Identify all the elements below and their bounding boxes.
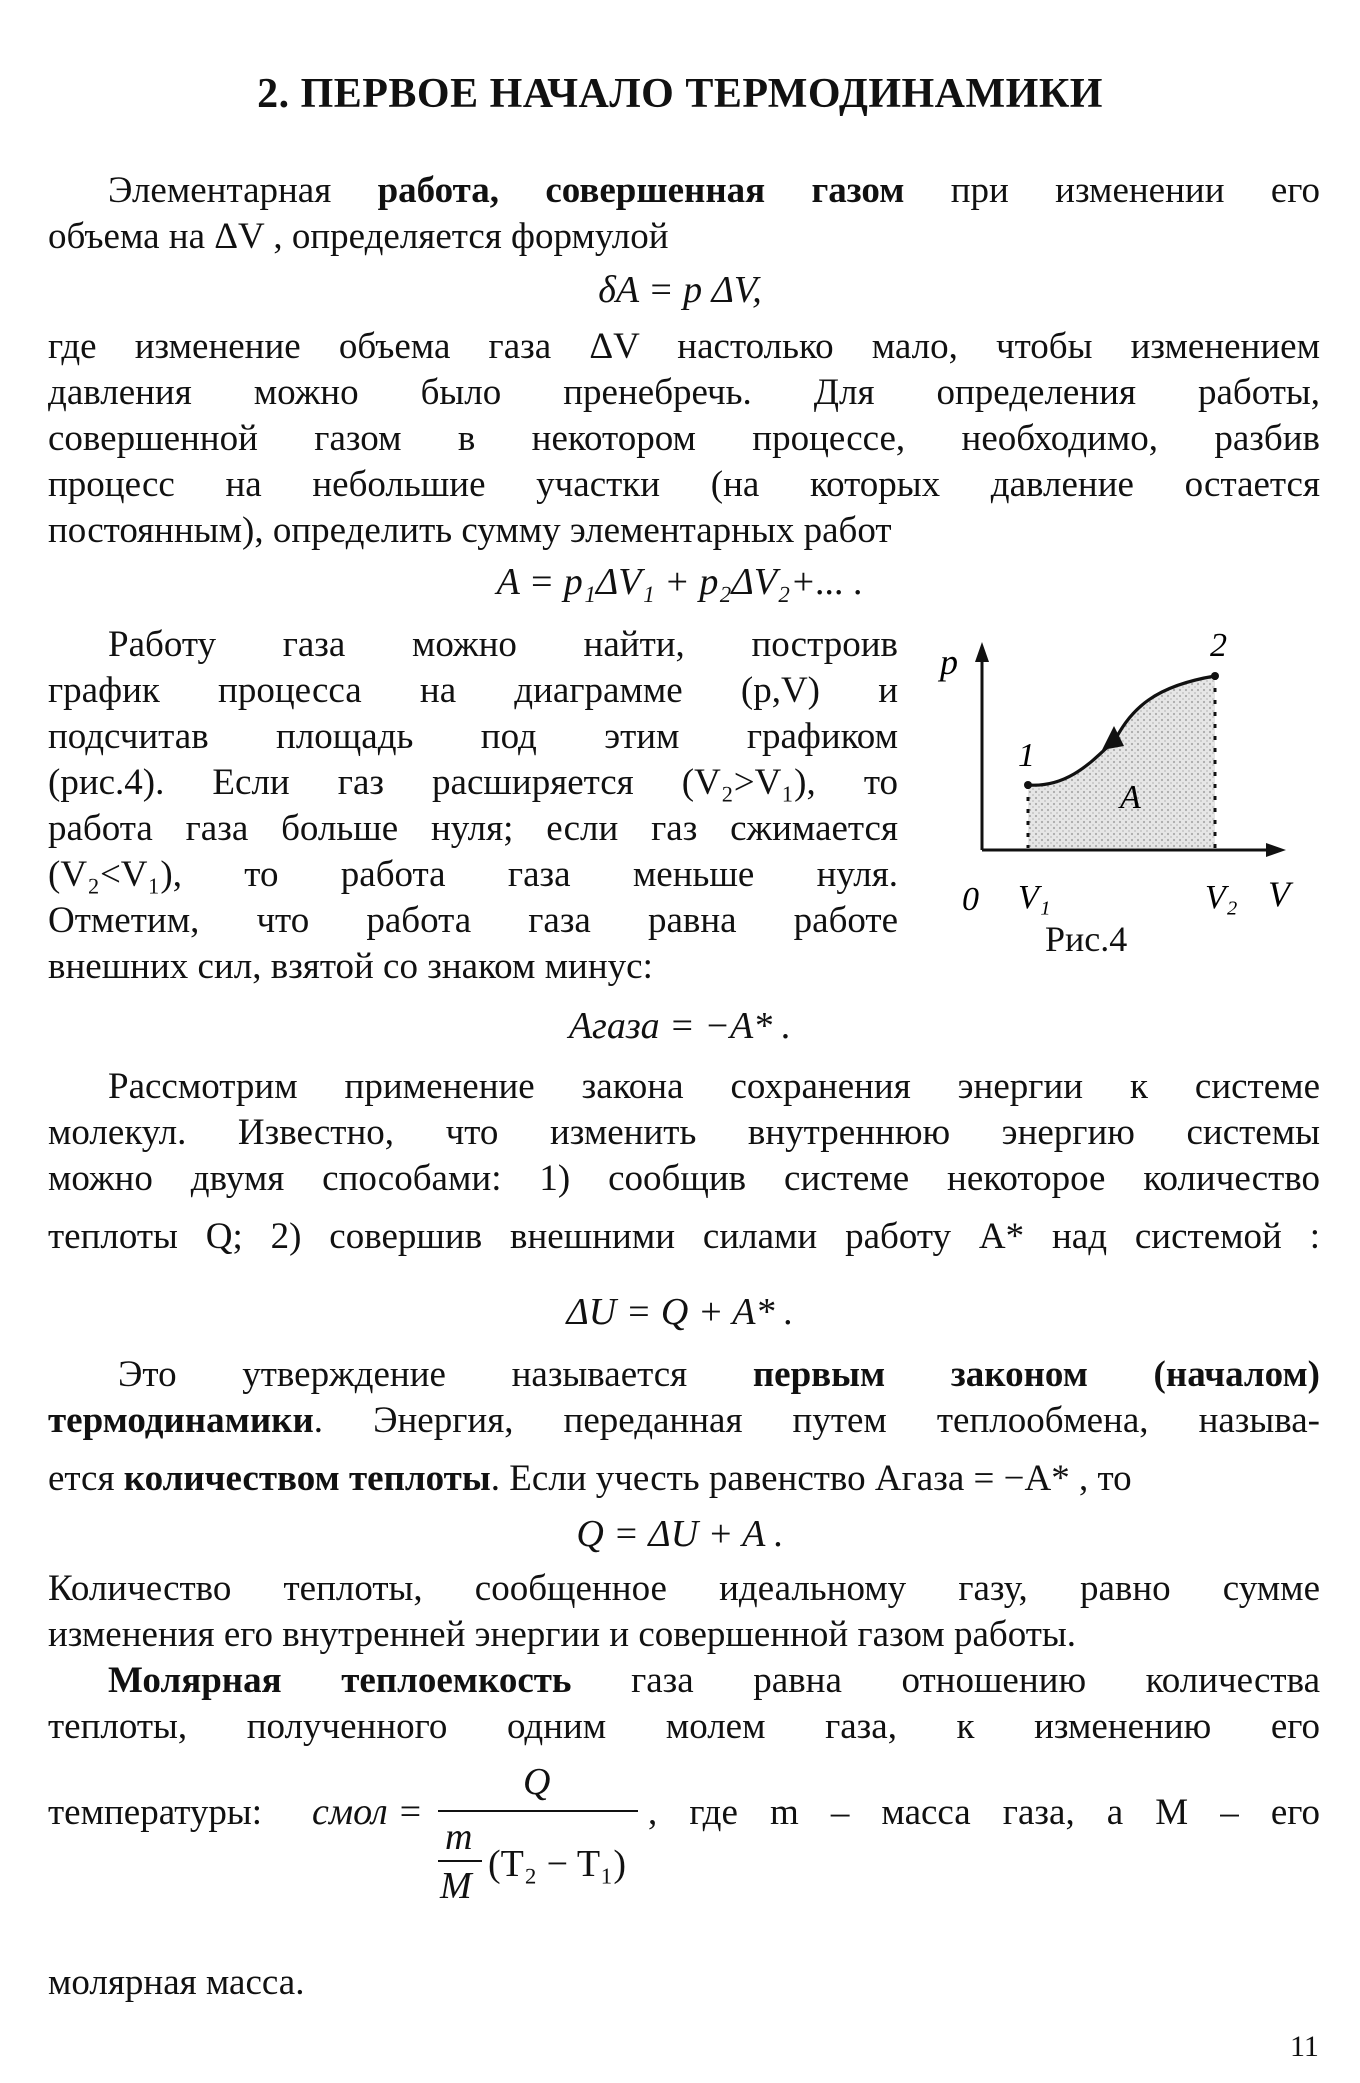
text-span: температуры: <box>48 1792 263 1833</box>
text-span: . Энергия, переданная путем теплообмена, называ- <box>313 1400 1320 1441</box>
paragraph-molar-heat-capacity <box>48 1658 1320 1750</box>
paragraph-line: теплоты Q; 2) совершив внешними силами работу A* над системой : <box>48 1216 1320 1257</box>
paragraph-line <box>48 1658 1320 1704</box>
paragraph-line <box>48 168 1320 214</box>
paragraph-graph-work <box>48 622 898 990</box>
area-a-label: A <box>1120 779 1141 816</box>
formula-molar-lhs: cмол = <box>312 1791 423 1833</box>
paragraph-line: график процесса на диаграмме (p,V) и <box>48 670 898 711</box>
v2-label: V₂ <box>1205 879 1238 916</box>
shaded-work-area <box>1028 676 1215 848</box>
text-span: . Если учесть равенство Aгаза = −A* , то <box>490 1458 1132 1499</box>
inner-fraction-bar <box>438 1860 482 1862</box>
fraction-den-temperature: (T₂ − T₁) <box>488 1843 626 1885</box>
text-span: молярная масса. <box>48 1962 305 2003</box>
formula-gas-work: Aгаза = −A* . <box>568 1005 792 1047</box>
paragraph-line: процесс на небольшие участки (на которых давление остается <box>48 464 1320 505</box>
paragraph-line: (рис.4). Если газ расширяется (V₂>V₁), то <box>48 762 898 803</box>
paragraph-line: изменения его внутренней энергии и совершенной газом работы. <box>48 1614 1076 1655</box>
point-1-marker <box>1024 781 1032 789</box>
paragraph-line: теплоты, полученного одним молем газа, к изменению его <box>48 1706 1320 1747</box>
bold-term-work: работа, совершенная газом <box>377 170 905 211</box>
fraction-den-m: m <box>445 1816 473 1858</box>
v1-label: V₁ <box>1018 879 1051 916</box>
p-axis-arrow-icon <box>975 642 989 662</box>
bold-term-molar-heat-capacity: Молярная теплоемкость <box>108 1660 572 1701</box>
axis-v-label: V <box>1268 874 1290 914</box>
figure-pv-diagram <box>920 628 1320 968</box>
paragraph-line <box>48 1398 1320 1444</box>
paragraph-line: давления можно было пренебречь. Для определения работы, <box>48 372 1320 413</box>
paragraph-line: работа газа больше нуля; если газ сжимается <box>48 808 898 849</box>
point-1-label: 1 <box>1018 737 1035 774</box>
formula-elementary-work: δA = p ΔV, <box>598 269 762 311</box>
formula-heat: Q = ΔU + A . <box>576 1513 784 1555</box>
paragraph-line: подсчитав площадь под этим графиком <box>48 716 898 757</box>
formula-work-sum: A = p₁ΔV₁ + p₂ΔV₂+... . <box>496 561 864 603</box>
paragraph-line: можно двумя способами: 1) сообщив системе некоторое количество <box>48 1158 1320 1199</box>
paragraph-line: Работу газа можно найти, построив <box>108 624 898 665</box>
paragraph-line <box>48 1352 1320 1398</box>
text-span: Это утверждение называется <box>118 1354 753 1395</box>
paragraph-line: Отметим, что работа газа равна работе <box>48 900 898 941</box>
origin-label: 0 <box>962 881 979 918</box>
paragraph-line: Количество теплоты, сообщенное идеальному газу, равно сумме <box>48 1568 1320 1609</box>
pv-diagram-svg <box>920 628 1320 928</box>
formula-first-law: ΔU = Q + A* . <box>566 1291 794 1333</box>
text-span: Элементарная <box>108 170 378 211</box>
text-span: , где m – масса газа, а M – его <box>648 1792 1320 1833</box>
text-span: при изменении его <box>904 170 1320 211</box>
bold-term-thermodynamics: термодинамики <box>48 1400 314 1441</box>
paragraph-heat-ideal-gas <box>48 1566 1320 1658</box>
bold-term-first-law: первым законом (началом) <box>752 1354 1320 1395</box>
page-title: 2. ПЕРВОЕ НАЧАЛО ТЕРМОДИНАМИКИ <box>257 71 1103 117</box>
axis-p-label: p <box>940 642 958 682</box>
paragraph-first-law <box>48 1352 1320 1502</box>
page-number: 11 <box>1290 2030 1319 2063</box>
paragraph-line <box>48 1960 1320 2006</box>
paragraph-elementary-work <box>48 168 1320 260</box>
paragraph-line <box>648 1790 1320 1836</box>
figure-caption: Рис.4 <box>1045 919 1128 959</box>
text-span: газа равна отношению количества <box>571 1660 1320 1701</box>
fraction-bar <box>438 1810 638 1812</box>
text-span: ется <box>48 1458 124 1499</box>
bold-term-heat-quantity: количеством теплоты <box>123 1458 491 1499</box>
paragraph-line: совершенной газом в некотором процессе, необходимо, разбив <box>48 418 1320 459</box>
paragraph-energy-conservation <box>48 1064 1320 1260</box>
point-2-label: 2 <box>1210 628 1227 664</box>
paragraph-work-sum <box>48 324 1320 554</box>
paragraph-line: объема на ΔV , определяется формулой <box>48 216 669 257</box>
v-axis-arrow-icon <box>1266 843 1286 857</box>
paragraph-line: где изменение объема газа ΔV настолько мало, чтобы изменением <box>48 326 1320 367</box>
paragraph-line: (V₂<V₁), то работа газа меньше нуля. <box>48 854 898 895</box>
paragraph-line: молекул. Известно, что изменить внутреннюю энергию системы <box>48 1112 1320 1153</box>
fraction-numerator: Q <box>523 1761 551 1803</box>
paragraph-line <box>48 1456 1320 1502</box>
paragraph-line: внешних сил, взятой со знаком минус: <box>48 946 653 987</box>
paragraph-line: постоянным), определить сумму элементарных работ <box>48 510 892 551</box>
paragraph-line: Рассмотрим применение закона сохранения энергии к системе <box>108 1066 1320 1107</box>
point-2-marker <box>1211 672 1219 680</box>
fraction-den-M: M <box>440 1865 472 1907</box>
